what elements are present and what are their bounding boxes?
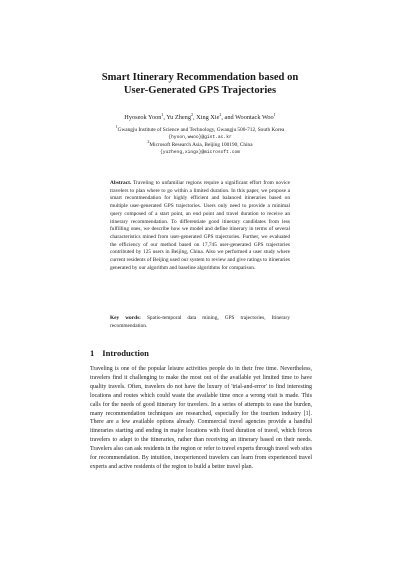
abstract-text: Traveling to unfamiliar regions require a significant effort from novice travelers to plan where to go within a limited duration. In this paper, we propose a smart recommendation for highly efficient and balanced itineraries based on multiple user-generated GPS trajectories. Users only need to provide a minimal query composed of a start point, an end point and travel duration to receive an itinerary recommendation. To differentiate good itinerary candidates from less fulfilling ones, we describe how we model and define itinerary in terms of several characteristics mined from user-generated GPS trajectories. Further, we evaluated the efficiency of our method based on 17,745 user-generated GPS trajectories contributed by 125 users in Beijing, China. Also we performed a user study where current residents of Beijing used our system to review and give ratings to itineraries generated by our algorithm and baseline algorithms for comparison. <box>110 180 290 271</box>
author-affil-mark: 2 <box>190 111 193 117</box>
keywords-text: Spatio-temporal data mining, GPS trajectories, Itinerary recommendation. <box>110 315 290 329</box>
affiliation-line <box>70 139 330 149</box>
affiliation-email: {yuzheng,xingx}@microsoft.com <box>160 150 240 155</box>
affiliation-text: Microsoft Research Asia, Beijing 100190, China <box>149 142 253 148</box>
affil-mark: 2 <box>147 139 150 145</box>
author-affil-mark: 1 <box>161 111 164 117</box>
author-list <box>60 111 340 121</box>
introduction-paragraph: Traveling is one of the popular leisure activities people do in their free time. Nevertheless, travelers find it challenging to make the most out of the available yet limited time to have quality travels. Often, travelers do not have the luxury of 'trial-and-error' to find interesting locations and routes which could waste the available time once a wrong visit is made. This calls for the needs of good itinerary for travelers. In a series of attempts to ease the burden, many recommendation techniques are researched, especially for the tourism industry [1]. There are a few available options already. Commercial travel agencies provide a handful itineraries starting and ending in major locations with fixed duration of travel, which forces travelers to adapt to the itineraries, rather than receiving an itinerary based on their needs. Travelers also can ask residents in the region or refer to travel experts through travel web sites for recommendation. By intuition, inexperienced travelers can learn from experienced travel experts and active residents of the region to build a better travel plan. <box>90 366 312 470</box>
affil-mark: 1 <box>115 124 118 130</box>
affiliation-1 <box>70 124 330 141</box>
author-affil-mark: 2 <box>219 111 222 117</box>
title-line-1: Smart Itinerary Recommendation based on <box>101 72 299 83</box>
author-separator: , and <box>221 114 236 121</box>
author-name: Xing Xie <box>196 114 220 121</box>
author-affil-mark: 1 <box>273 111 276 117</box>
abstract <box>110 180 290 272</box>
keywords <box>110 315 290 330</box>
author-name: Yu Zheng <box>166 114 191 121</box>
title-line-2: User-Generated GPS Trajectories <box>123 85 277 96</box>
keywords-label: Key words: <box>110 315 141 321</box>
author-name: Hyoseok Yoon <box>124 114 162 121</box>
abstract-label: Abstract. <box>110 180 132 186</box>
affiliation-email: {hyoon,wwoo}@gist.ac.kr <box>168 135 232 140</box>
section-title: Introduction <box>102 348 149 358</box>
section-number: 1 <box>90 348 95 358</box>
affiliation-text: Gwangju Institute of Science and Technology, Gwangju 500-712, South Korea <box>117 127 285 133</box>
author-separator: , <box>163 114 167 121</box>
author-name: Woontack Woo <box>235 114 274 121</box>
affiliation-line <box>70 124 330 134</box>
section-heading <box>90 348 149 358</box>
author-separator: , <box>192 114 197 121</box>
affiliation-2 <box>70 139 330 156</box>
paper-title <box>60 71 340 97</box>
